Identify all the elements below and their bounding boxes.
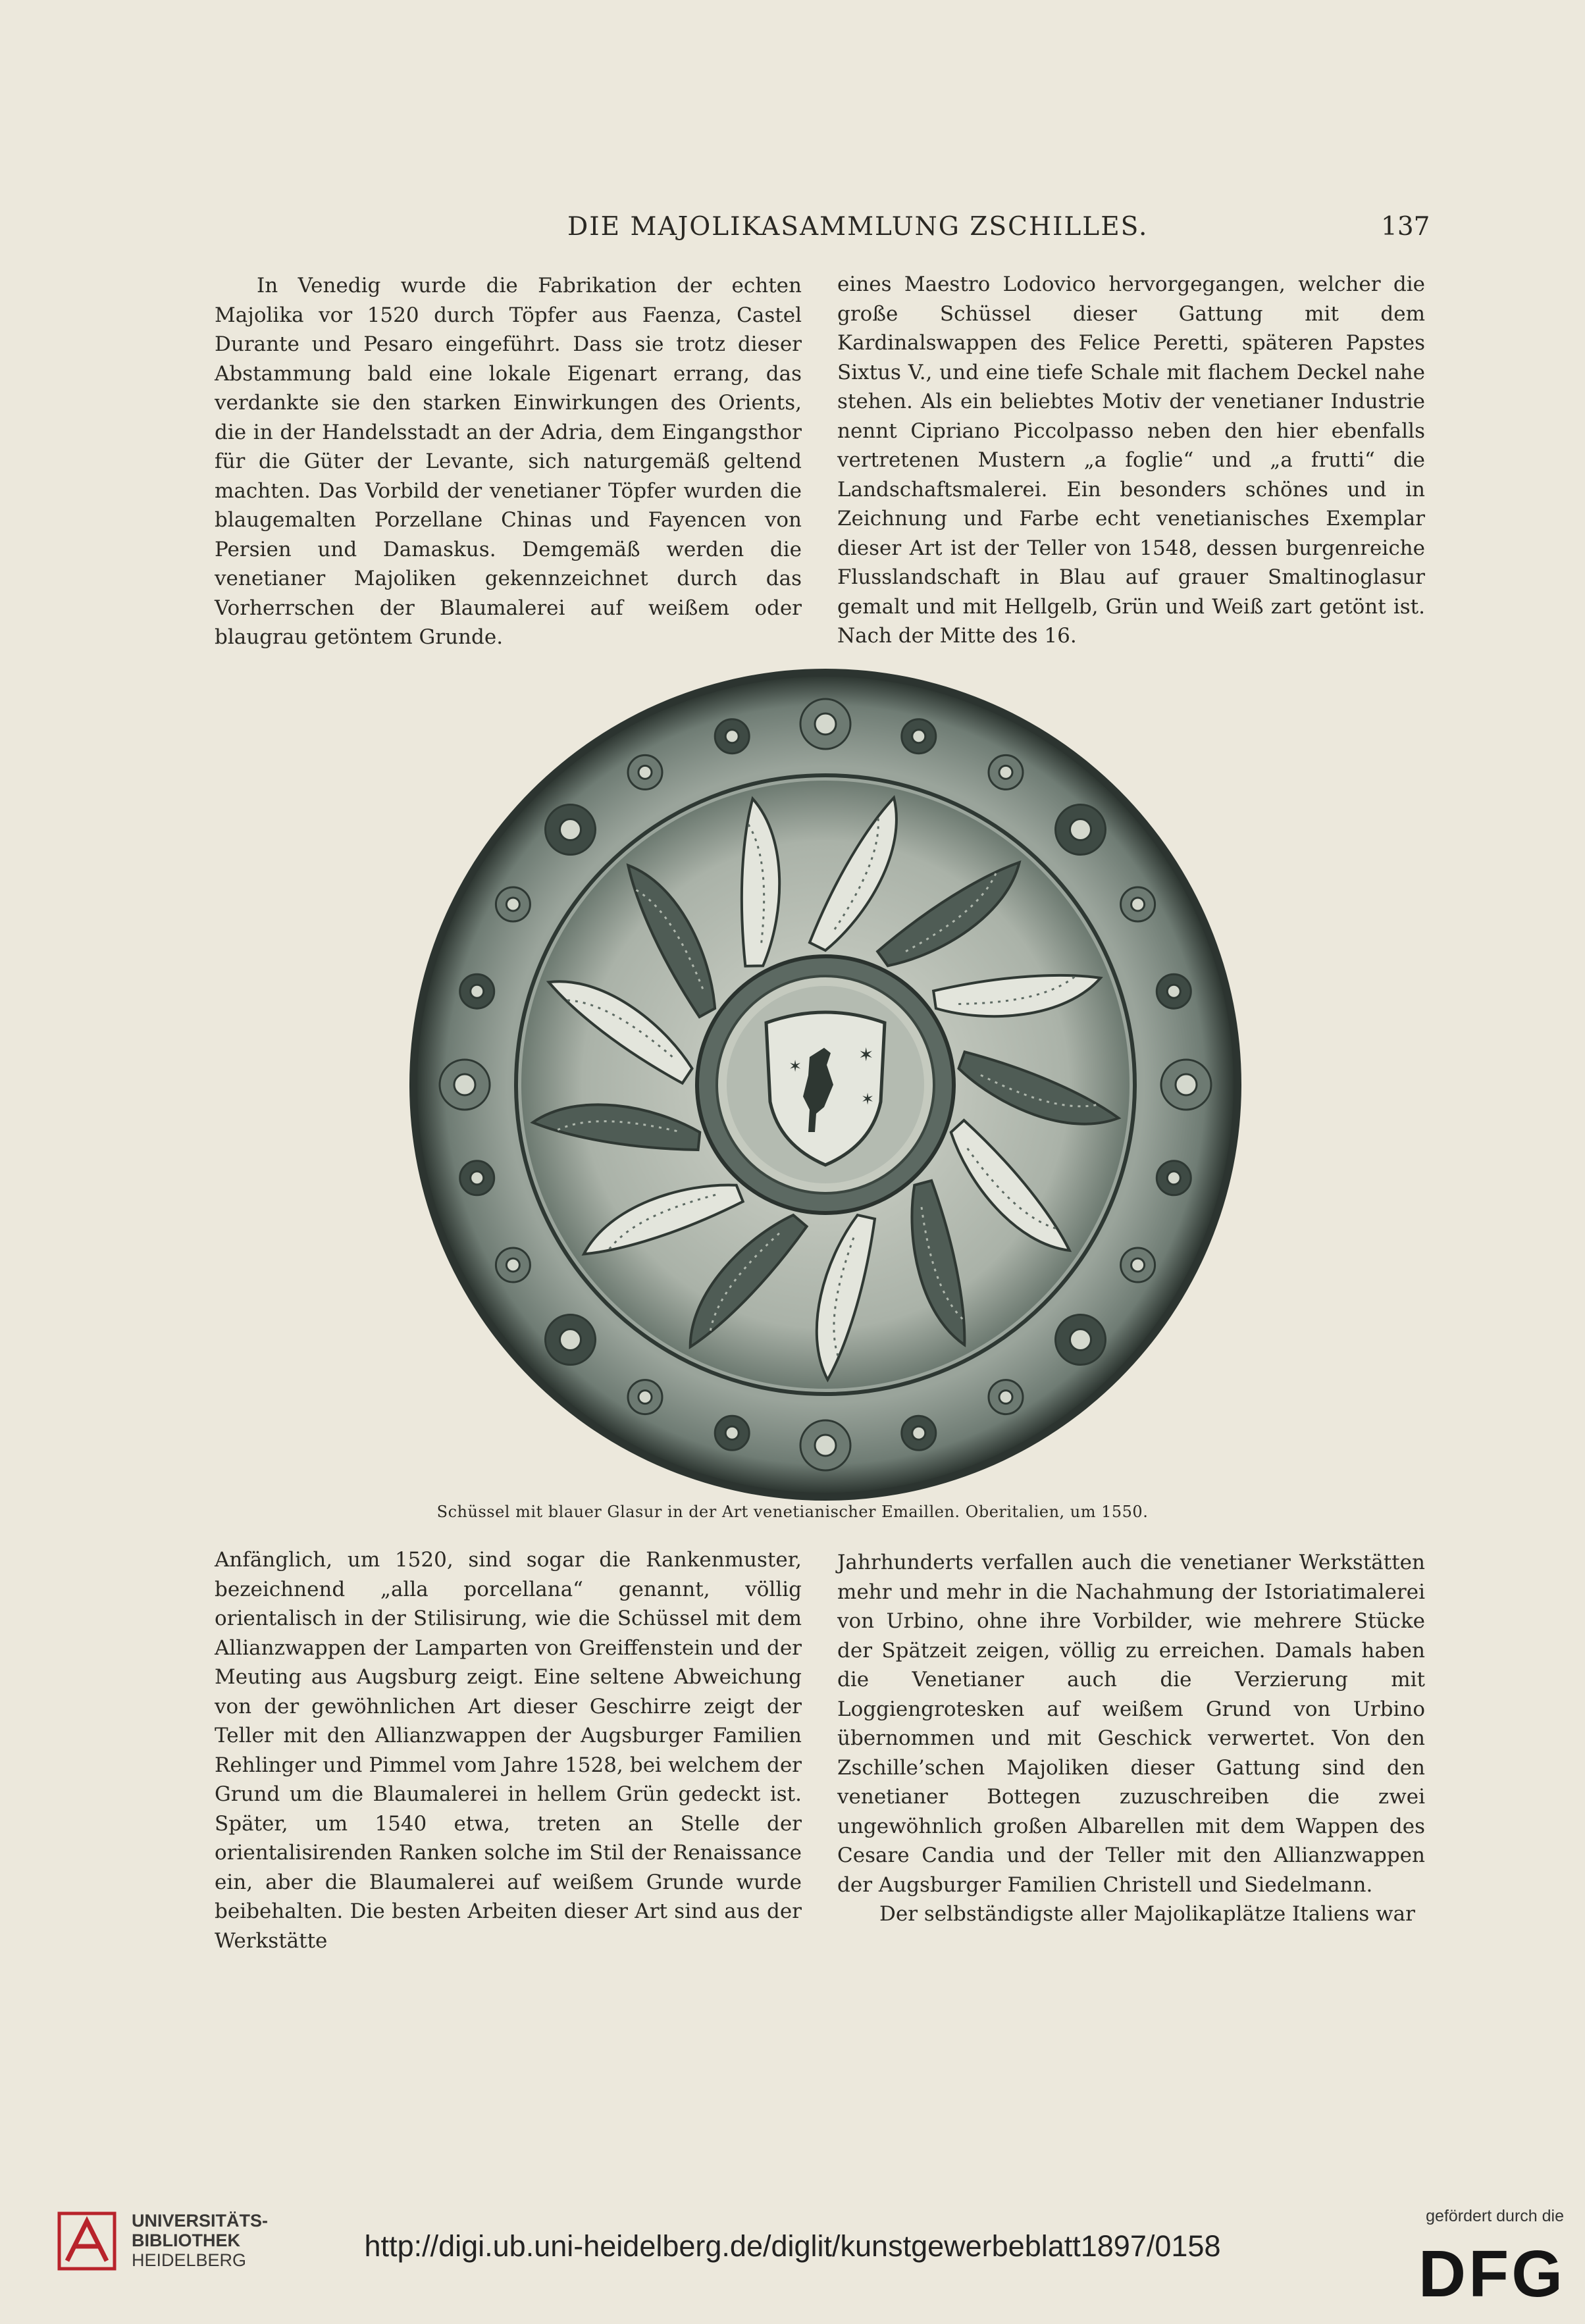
paragraph: eines Maestro Lodovico hervorgegangen, welcher die große Schüssel dieser Gattung mit dem Kardinalswappen des Felice Peretti, späteren Papstes Sixtus V., und eine tiefe Schale mit flachem Deckel nahe stehen. Als ein beliebtes Motiv der venetianer Industrie nennt Cipriano Piccolpasso neben den hier ebenfalls vertretenen Mustern „a foglie“ und „a frutti“ die Landschaftsmalerei. Ein besonders schönes und in Zeichnung und Farbe echt venetianisches Exemplar dieser Art ist der Teller von 1548, dessen burgenreiche Flusslandschaft in Blau auf grauer Smaltinoglasur gemalt und mit Hellgelb, Grün und Weiß zart getönt ist. Nach der Mitte des 16. xyxy=(837,272,1425,648)
paragraph: Anfänglich, um 1520, sind sogar die Rankenmuster, bezeichnend „alla porcellana“ genannt, völlig orientalisch in der Stilisirung, wie die Schüssel mit dem Allianzwappen der Lamparten von Greiffenstein und der Meuting aus Augsburg zeigt. Eine seltene Abweichung von der gewöhnlichen Art dieser Geschirre zeigt der Teller mit den Allianzwappen der Augsburger Familien Rehlinger und Pimmel vom Jahre 1528, bei welchem der Grund um die Blaumalerei in hellem Grün gedeckt ist. Später, um 1540 etwa, treten an Stelle der orientalisirenden Ranken solche im Stil der Renaissance ein, aber die Blaumalerei auf weißem Grunde wurde beibehalten. Die besten Arbeiten dieser Art sind aus der Werkstätte xyxy=(215,1548,802,1953)
text-column-bottom-left xyxy=(215,1545,802,1955)
dish-drawing xyxy=(407,666,1244,1503)
page-header xyxy=(0,212,1585,251)
majolica-dish-illustration xyxy=(407,666,1244,1503)
svg-text:✶: ✶ xyxy=(858,1044,874,1066)
running-title: DIE MAJOLIKASAMMLUNG ZSCHILLES. xyxy=(567,212,1149,242)
text-column-bottom-right xyxy=(837,1548,1425,1929)
figure-caption: Schüssel mit blauer Glasur in der Art venetianischer Emaillen. Oberitalien, um 1550. xyxy=(436,1503,1149,1521)
svg-text:✶: ✶ xyxy=(861,1090,875,1108)
source-url-link[interactable]: http://digi.ub.uni-heidelberg.de/diglit/kunstgewerbeblatt1897/0158 xyxy=(364,2229,1221,2263)
paragraph: Jahrhunderts verfallen auch die venetianer Werkstätten mehr und mehr in die Nachahmung der Istoriatimalerei von Urbino, ohne ihre Vorbilder, wie mehrere Stücke der Spätzeit zeigen, völlig zu erreichen. Damals haben die Venetianer auch die Verzierung mit Loggiengrotesken auf weißem Grund von Urbino übernommen und mit Geschick verwertet. Von den Zschille’schen Majoliken dieser Gattung sind den venetianer Bottegen zuzuschreiben die zwei ungewöhnlich großen Albarellen mit dem Wappen des Cesare Candia und der Teller mit den Allianzwappen der Augsburger Familien Christell und Siedelmann. xyxy=(837,1551,1425,1897)
digitization-footer xyxy=(0,2195,1585,2324)
svg-text:✶: ✶ xyxy=(789,1057,802,1075)
text-column-top-right xyxy=(837,270,1425,651)
funder-note: gefördert durch die xyxy=(1426,2207,1564,2225)
paragraph: In Venedig wurde die Fabrikation der echten Majolika vor 1520 durch Töpfer aus Faenza, Castel Durante und Pesaro eingeführt. Dass sie trotz dieser Abstammung bald eine lokale Eigenart errang, das verdankte sie den starken Einwirkungen des Orients, die in der Handelsstadt an der Adria, dem Eingangsthor für die Güter der Levante, sich naturgemäß geltend machten. Das Vorbild der venetianer Töpfer wurden die blaugemalten Porzellane Chinas und Fayencen von Persien und Damaskus. Demgemäß werden die venetianer Majoliken gekennzeichnet durch das Vorherrschen der Blaumalerei auf weißem oder blaugrau getöntem Grunde. xyxy=(215,274,802,649)
text-column-top-left xyxy=(215,271,802,652)
paragraph: Der selbständigste aller Majolikaplätze Italiens war xyxy=(879,1902,1415,1926)
dfg-logo: DFG xyxy=(1418,2237,1565,2311)
page-number: 137 xyxy=(1381,212,1430,242)
library-name: UNIVERSITÄTS- BIBLIOTHEK HEIDELBERG xyxy=(132,2211,269,2270)
